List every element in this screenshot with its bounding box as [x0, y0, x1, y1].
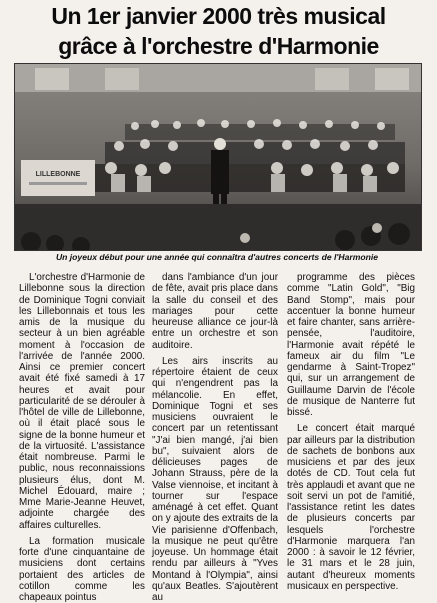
paragraph: dans l'ambiance d'un jour de fête, avait pris place dans la salle du conseil et des mariages pour cette heureuse alliance ce jour-là entre un orchestre et son auditoire. — [152, 272, 278, 351]
paragraph: programme des pièces comme "Latin Gold", "Big Band Stomp", mais pour accentuer la bonne humeur et faire chanter, sans arrière-pensée, l'auditoire, l'Harmonie avait répété le fameux air du film "Le gendarme à Saint-Tropez" qui, sur un arrangement de Guillaume Darvin de l'école de musique de Nanterre fut bissé. — [287, 272, 415, 418]
photo-banner — [21, 160, 95, 196]
paragraph: La formation musicale forte d'une cinquantaine de musiciens dont certains portaient des articles de cotillon comme les chapeaux pointus — [19, 535, 145, 603]
article-column-3 — [287, 272, 415, 592]
headline-line-1: Un 1er janvier 2000 très musical — [51, 3, 386, 29]
paragraph: Le concert était marqué par ailleurs par la distribution de sachets de bonbons aux musiciens et par des jeux dotés de CD. Tout cela fut très applaudi et avant que ne soit servi un pot de l'amitié, l'assistance retint les dates de plusieurs concerts par lesquels l'orchestre d'Harmonie marquera l'an 2000 : à savoir le 12 février, le 31 mars et le 28 juin, autant d'heureux moments musicaux en perspective. — [287, 423, 415, 592]
article-photo — [14, 63, 422, 251]
article-column-2 — [152, 272, 278, 603]
paragraph: Les airs inscrits au répertoire étaient de ceux qui n'engendrent pas la mélancolie. En effet, Dominique Togni et ses musiciens ouvraient le concert par un retentissant "J'ai bien mangé, j'ai bien bu", suivaient alors de délicieuses pages de Johann Strauss, père de la Valse viennoise, et incitant à tourner sur l'espace aménagé à cet effet. Quant on y ajoute des extraits de la Vie parisienne d'Offenbach, la musique ne peut qu'être joyeuse. Un hommage était rendu par ailleurs à "Yves Montand à l'Olympia", ainsi qu'aux Beatles. S'ajoutèrent au — [152, 355, 278, 603]
article-column-1 — [19, 272, 145, 603]
paragraph: L'orchestre d'Harmonie de Lillebonne sous la direction de Dominique Togni conviait les Lillebonnais et tous les amis de la musique du secteur à un bien agréable moment à l'occasion de l'arrivée de l'année 2000. Ainsi ce premier concert avait été fixé samedi à 17 heures et avait pour particularité de se dérouler à l'hôtel de ville de Lillebonne, où il était placé sous le signe de la bonne humeur et de la virtuosité. L'assistance était nombreuse. Parmi le public, nous reconnaissions plusieurs élus, dont M. Michel Édouard, maire ; Mme Marie-Jeanne Heuvet, adjointe chargée des affaires culturelles. — [19, 272, 145, 531]
photo-caption: Un joyeux début pour une année qui connaîtra d'autres concerts de l'Harmonie — [55, 252, 379, 262]
svg-text:LILLEBONNE: LILLEBONNE — [35, 171, 81, 178]
headline-line-2: grâce à l'orchestre d'Harmonie — [58, 33, 379, 59]
